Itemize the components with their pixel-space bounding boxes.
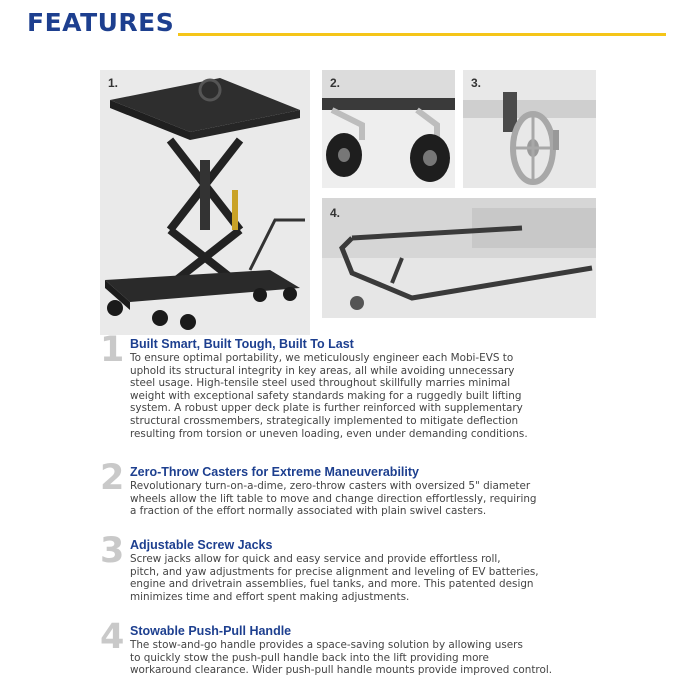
body-line: engine and drivetrain assemblies, fuel tanks, and more. This patented design [130, 578, 534, 591]
body-line: to quickly stow the push-pull handle back into the lift providing more [130, 651, 489, 664]
body-line: wheels allow the lift table to move and change direction effortlessly, requiring [130, 492, 537, 505]
body-line: weight with exceptional safety standards making for a ruggedly built lifting [130, 389, 522, 402]
body-line: To ensure optimal portability, we meticulously engineer each Mobi-EVS to [130, 352, 514, 364]
body-line: structural crossmembers, strategically implemented to mitigate deflection [130, 414, 519, 427]
body-line: uphold its structural integrity in key areas, all while avoiding unnecessary [130, 364, 515, 377]
feature-4 [100, 617, 600, 684]
feature-3 [100, 531, 600, 610]
body-line: workaround clearance. Wider push-pull handle mounts provide improved control. [130, 664, 553, 677]
feature-title: Adjustable Screw Jacks [130, 538, 273, 552]
body-line: Screw jacks allow for quick and easy service and provide effortless roll, [130, 553, 501, 565]
body-line: The stow-and-go handle provides a space-saving solution by allowing users [130, 639, 523, 651]
image-label-1: 1. [108, 76, 119, 90]
body-line: a fraction of the effort normally associated with plain swivel casters. [130, 505, 487, 518]
feature-2 [100, 458, 600, 525]
body-line: steel usage. High-tensile steel used throughout skillfully marries minimal [130, 377, 511, 390]
feature-number: 4 [100, 617, 125, 657]
body-line: minimizes time and effort spent making adjustments. [130, 590, 410, 603]
heading-rule [178, 33, 666, 36]
push-pull-handle-photo [322, 198, 596, 318]
body-line: Revolutionary turn-on-a-dime, zero-throw casters with oversized 5" diameter [130, 480, 531, 492]
body-line: pitch, and yaw adjustments for precise alignment and leveling of EV batteries, [130, 565, 539, 578]
feature-title: Zero-Throw Casters for Extreme Maneuverability [130, 465, 419, 479]
feature-title: Built Smart, Built Tough, Built To Last [130, 337, 354, 351]
feature-body [130, 553, 600, 603]
feature-number: 2 [100, 458, 125, 498]
body-line: resulting from torsion or uneven loading, even under demanding conditions. [130, 427, 528, 440]
screw-jack-handwheel-photo [463, 70, 596, 188]
feature-body [130, 480, 600, 518]
page-heading: FEATURES [27, 8, 175, 37]
body-line: system. A robust upper deck plate is further reinforced with supplementary [130, 402, 523, 415]
feature-1 [100, 330, 600, 447]
feature-title: Stowable Push-Pull Handle [130, 624, 292, 638]
feature-body [130, 639, 600, 677]
image-label-4: 4. [330, 206, 341, 220]
image-label-2: 2. [330, 76, 341, 90]
feature-number: 3 [100, 531, 125, 571]
zero-throw-casters-photo [322, 70, 455, 188]
feature-number: 1 [100, 330, 125, 370]
image-label-3: 3. [471, 76, 482, 90]
scissor-lift-table-photo [100, 70, 310, 335]
feature-body [130, 352, 600, 440]
